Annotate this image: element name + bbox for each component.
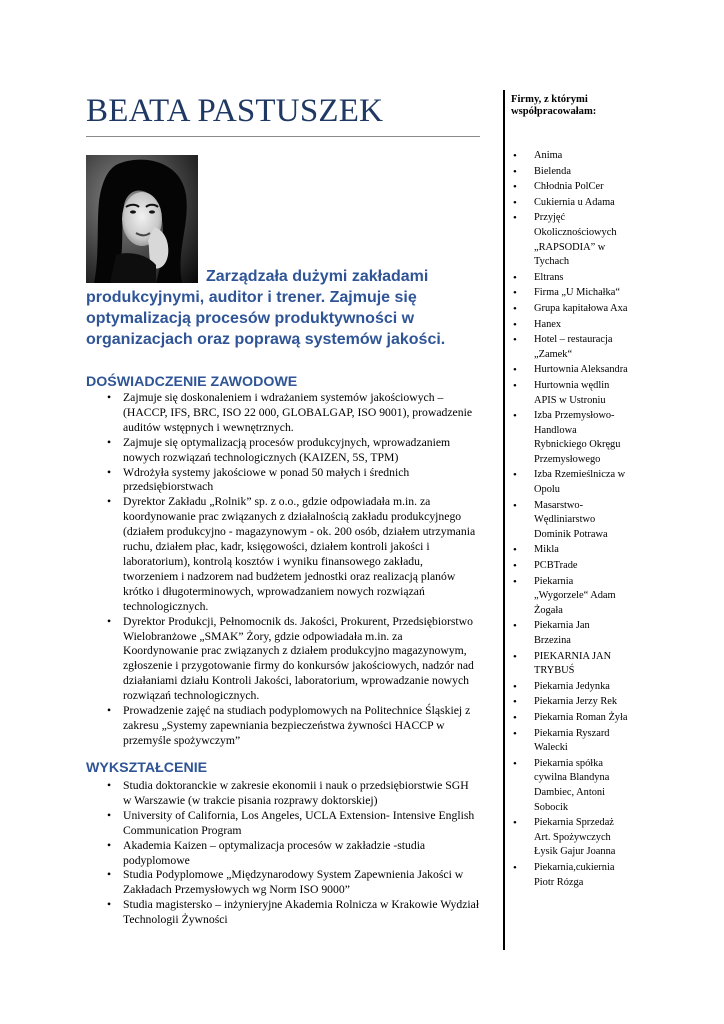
company-item: • Firma „U Michałka“ — [534, 286, 629, 301]
column-divider — [503, 90, 505, 950]
company-item: • Piekarnia Ryszard Walecki — [534, 727, 629, 756]
list-item: • Prowadzenie zajęć na studiach podyplomowych na Politechnice Śląskiej z zakresu „Systemy zapewniania bezpieczeństwa żywności HACCP w przemyśle spożywczym” — [123, 704, 480, 749]
list-item: • Akademia Kaizen – optymalizacja procesów w zakładzie -studia podyplomowe — [123, 839, 480, 869]
company-item: • Grupa kapitałowa Axa — [534, 302, 629, 317]
list-item: • Studia doktoranckie w zakresie ekonomii i nauk o przedsiębiorstwie SGH w Warszawie (w trakcie pisania rozprawy doktorskiej) — [123, 779, 480, 809]
education-heading: WYKSZTAŁCENIE — [86, 760, 208, 776]
company-item: • Bielenda — [534, 165, 629, 180]
list-item: • Wdrożyła systemy jakościowe w ponad 50 małych i średnich przedsiębiorstwach — [123, 466, 480, 496]
list-item: • Zajmuje się optymalizacją procesów produkcyjnych, wprowadzaniem nowych rozwiązań technologicznych (KAIZEN, 5S, TPM) — [123, 436, 480, 466]
company-item: • Piekarnia,cukiernia Piotr Rózga — [534, 861, 629, 890]
company-item: • Hanex — [534, 318, 629, 333]
list-item: • University of California, Los Angeles, UCLA Extension- Intensive English Communication Program — [123, 809, 480, 839]
company-item: • Piekarnia Jerzy Rek — [534, 695, 629, 710]
company-item: • Piekarnia Roman Żyła — [534, 711, 629, 726]
company-item: • Piekarnia spółka cywilna Blandyna Dambiec, Antoni Sobocik — [534, 757, 629, 815]
company-item: • Piekarnia Jan Brzezina — [534, 619, 629, 648]
company-item: • Mikla — [534, 543, 629, 558]
company-item: • Hurtownia Aleksandra — [534, 363, 629, 378]
experience-list — [86, 391, 480, 749]
sidebar — [511, 94, 629, 891]
person-name: BEATA PASTUSZEK — [86, 93, 384, 129]
title-rule — [86, 136, 480, 137]
portrait-photo — [86, 155, 198, 283]
company-item: • Przyjęć Okolicznościowych „RAPSODIA” w Tychach — [534, 211, 629, 269]
company-item: • Anima — [534, 149, 629, 164]
company-item: • Izba Przemysłowo-Handlowa Rybnickiego Okręgu Przemysłowego — [534, 409, 629, 467]
company-item: • Eltrans — [534, 271, 629, 286]
main-column — [86, 88, 484, 927]
companies-list — [511, 149, 629, 890]
company-item: • Masarstwo-Wędliniarstwo Dominik Potrawa — [534, 499, 629, 543]
company-item: • Hurtownia wędlin APIS w Ustroniu — [534, 379, 629, 408]
company-item: • PCBTrade — [534, 559, 629, 574]
list-item: • Zajmuje się doskonaleniem i wdrażaniem systemów jakościowych – (HACCP, IFS, BRC, ISO 22 000, GLOBALGAP, ISO 9001), prowadzenie auditów wstępnych i wewnętrznych. — [123, 391, 480, 436]
company-item: • Chłodnia PolCer — [534, 180, 629, 195]
list-item: • Studia Podyplomowe „Międzynarodowy System Zapewnienia Jakości w Zakładach Przemysłowych wg Norm ISO 9000” — [123, 868, 480, 898]
summary-text: Zarządzała dużymi zakładami produkcyjnymi, auditor i trener. Zajmuje się optymalizacją procesów produktywności w organizacjach oraz poprawą systemów jakości. — [86, 268, 446, 348]
company-item: • Piekarnia Jedynka — [534, 680, 629, 695]
company-item: • PIEKARNIA JAN TRYBUŚ — [534, 650, 629, 679]
company-item: • Hotel – restauracja „Zamek“ — [534, 333, 629, 362]
company-item: • Izba Rzemieślnicza w Opolu — [534, 468, 629, 497]
company-item: • Piekarnia „Wygorzele“ Adam Żogała — [534, 575, 629, 619]
experience-heading: DOŚWIADCZENIE ZAWODOWE — [86, 374, 298, 390]
education-list — [86, 779, 480, 928]
list-item: • Dyrektor Produkcji, Pełnomocnik ds. Jakości, Prokurent, Przedsiębiorstwo Wielobranżowe „SMAK” Żory, gdzie odpowiadała m.in. za Koordynowanie prac związanych z działem produkcyjno magazynowym, zgłoszenie i przygotowanie firmy do konkursów jakościowych, nadzór nad działaniami działu Kontroli Jakości, laboratorium, wprowadzanie nowych rozwiązań technologicznych. — [123, 615, 480, 704]
list-item: • Dyrektor Zakładu „Rolnik” sp. z o.o., gdzie odpowiadała m.in. za koordynowanie prac związanych z działalnością zakładu produkcyjnego (działem produkcyjno - magazynowym - ok. 200 osób, działem utrzymania ruchu, działem płac, kadr, księgowości, działem kontroli jakości i laboratorium), kontrolą kosztów i wyniku finansowego zakładu, tworzeniem i nadzorem nad budżetem jednostki oraz realizacją planów krótko i długoterminowych, wprowadzaniem nowych rozwiązań technologicznych. — [123, 495, 480, 614]
list-item: • Studia magistersko – inżynieryjne Akademia Rolnicza w Krakowie Wydział Technologii Żywności — [123, 898, 480, 928]
company-item: • Piekarnia Sprzedaż Art. Spożywczych Łysik Gajur Joanna — [534, 816, 629, 860]
company-item: • Cukiernia u Adama — [534, 196, 629, 211]
sidebar-title: Firmy, z którymi współpracowałam: — [511, 94, 597, 117]
